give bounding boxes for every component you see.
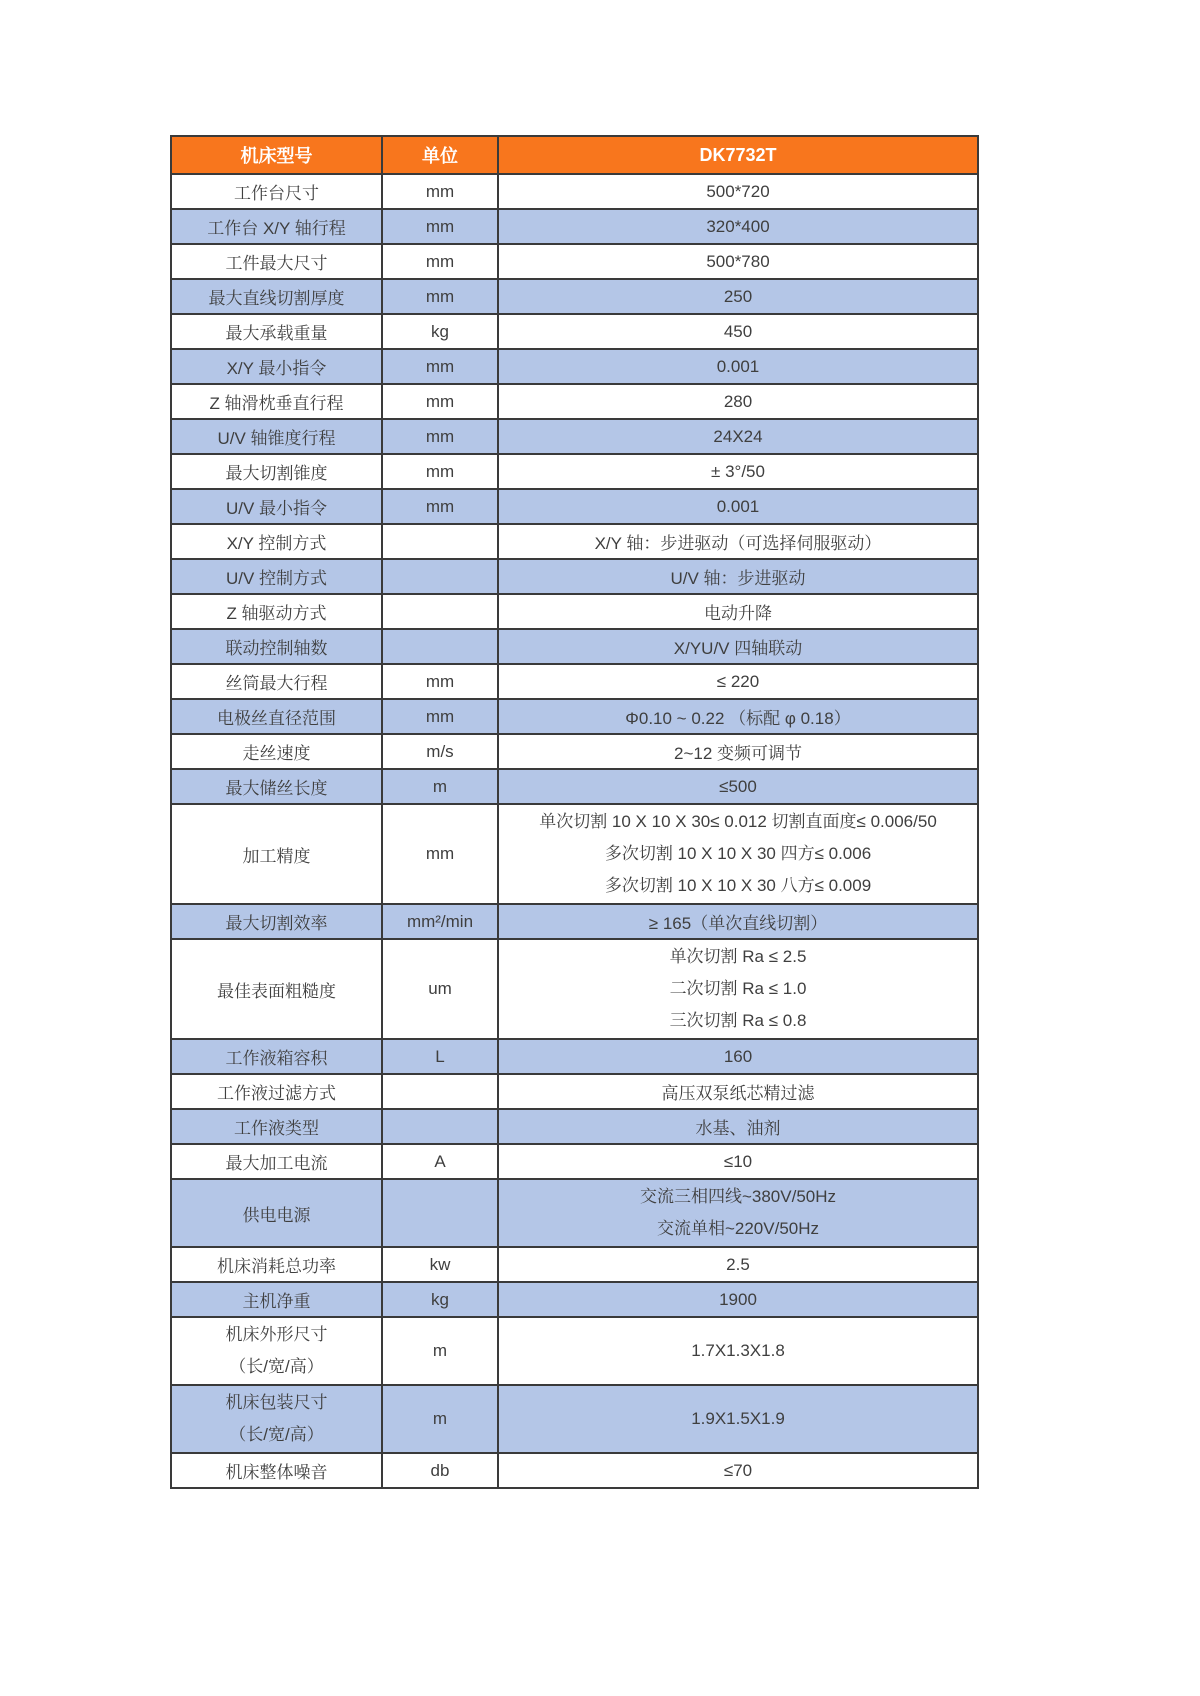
spec-name-cell: 走丝速度 (171, 734, 382, 769)
table-row (171, 594, 978, 629)
spec-table-body (171, 174, 978, 1488)
spec-name-cell: X/Y 控制方式 (171, 524, 382, 559)
table-row (171, 174, 978, 209)
spec-value-cell: 320*400 (498, 209, 978, 244)
table-row (171, 1282, 978, 1317)
spec-value-cell: ≤500 (498, 769, 978, 804)
spec-unit-cell (382, 524, 498, 559)
table-row (171, 1453, 978, 1488)
spec-unit-cell: db (382, 1453, 498, 1488)
spec-name-cell (171, 1385, 382, 1453)
spec-name-cell: 最大切割锥度 (171, 454, 382, 489)
header-model-value: DK7732T (498, 136, 978, 174)
spec-name-cell: 电极丝直径范围 (171, 699, 382, 734)
spec-name-cell: 工件最大尺寸 (171, 244, 382, 279)
table-row (171, 559, 978, 594)
spec-unit-cell: m (382, 1385, 498, 1453)
spec-unit-cell: mm²/min (382, 904, 498, 939)
spec-unit-cell: mm (382, 349, 498, 384)
spec-value-cell (498, 939, 978, 1039)
spec-name-cell: 工作液箱容积 (171, 1039, 382, 1074)
table-row (171, 939, 978, 1039)
spec-name-cell: 工作台 X/Y 轴行程 (171, 209, 382, 244)
table-row (171, 209, 978, 244)
cell-line: 单次切割 Ra ≤ 2.5 (669, 947, 807, 966)
spec-unit-cell: mm (382, 244, 498, 279)
spec-name-cell: 工作液过滤方式 (171, 1074, 382, 1109)
header-row (171, 136, 978, 174)
spec-name-cell: 最大直线切割厚度 (171, 279, 382, 314)
header-model-label: 机床型号 (171, 136, 382, 174)
cell-line: 机床包装尺寸 (225, 1393, 328, 1412)
spec-unit-cell: mm (382, 804, 498, 904)
spec-unit-cell: kw (382, 1247, 498, 1282)
spec-value-cell: U/V 轴：步进驱动 (498, 559, 978, 594)
spec-value-cell: 280 (498, 384, 978, 419)
spec-name-cell: U/V 控制方式 (171, 559, 382, 594)
table-row (171, 1039, 978, 1074)
table-row (171, 314, 978, 349)
spec-unit-cell: mm (382, 489, 498, 524)
cell-line: 单次切割 10 X 10 X 30≤ 0.012 切割直面度≤ 0.006/50 (539, 812, 937, 831)
spec-unit-cell (382, 594, 498, 629)
spec-unit-cell (382, 629, 498, 664)
spec-unit-cell: mm (382, 279, 498, 314)
cell-line: 机床外形尺寸 (225, 1325, 328, 1344)
spec-value-cell: 1.7X1.3X1.8 (498, 1317, 978, 1385)
table-row (171, 1385, 978, 1453)
spec-value-cell: ≤10 (498, 1144, 978, 1179)
spec-value-cell: 高压双泵纸芯精过滤 (498, 1074, 978, 1109)
spec-name-cell: 工作台尺寸 (171, 174, 382, 209)
table-row (171, 524, 978, 559)
table-row (171, 1074, 978, 1109)
table-row (171, 1179, 978, 1247)
spec-value-cell: X/Y 轴：步进驱动（可选择伺服驱动） (498, 524, 978, 559)
spec-value-cell: 160 (498, 1039, 978, 1074)
spec-name-cell: 丝筒最大行程 (171, 664, 382, 699)
spec-value-cell: ≤ 220 (498, 664, 978, 699)
spec-value-cell (498, 804, 978, 904)
table-row (171, 1109, 978, 1144)
table-row (171, 349, 978, 384)
table-row (171, 804, 978, 904)
spec-unit-cell (382, 1109, 498, 1144)
spec-name-cell: Z 轴滑枕垂直行程 (171, 384, 382, 419)
spec-unit-cell: mm (382, 384, 498, 419)
spec-unit-cell: m/s (382, 734, 498, 769)
spec-value-cell: 500*720 (498, 174, 978, 209)
spec-value-cell: ≥ 165（单次直线切割） (498, 904, 978, 939)
spec-name-cell: 联动控制轴数 (171, 629, 382, 664)
spec-unit-cell: A (382, 1144, 498, 1179)
spec-name-cell: 加工精度 (171, 804, 382, 904)
spec-value-cell: 0.001 (498, 489, 978, 524)
spec-value-cell: 电动升降 (498, 594, 978, 629)
spec-name-cell: 主机净重 (171, 1282, 382, 1317)
spec-unit-cell: kg (382, 314, 498, 349)
spec-value-cell: 1.9X1.5X1.9 (498, 1385, 978, 1453)
table-row (171, 489, 978, 524)
table-row (171, 699, 978, 734)
table-row (171, 1144, 978, 1179)
spec-unit-cell (382, 559, 498, 594)
table-row (171, 629, 978, 664)
spec-name-cell: X/Y 最小指令 (171, 349, 382, 384)
spec-value-cell: 450 (498, 314, 978, 349)
table-row (171, 419, 978, 454)
spec-name-cell: U/V 最小指令 (171, 489, 382, 524)
spec-unit-cell: mm (382, 699, 498, 734)
table-row (171, 769, 978, 804)
spec-table-head (171, 136, 978, 174)
header-unit-label: 单位 (382, 136, 498, 174)
cell-line: 交流三相四线~380V/50Hz (639, 1187, 837, 1206)
spec-name-cell: 最大切割效率 (171, 904, 382, 939)
cell-line: （长/宽/高） (229, 1425, 324, 1444)
spec-value-cell: Φ0.10 ~ 0.22 （标配 φ 0.18） (498, 699, 978, 734)
cell-line: 三次切割 Ra ≤ 0.8 (669, 1011, 807, 1030)
spec-unit-cell: mm (382, 174, 498, 209)
table-row (171, 904, 978, 939)
table-row (171, 279, 978, 314)
spec-name-cell: 最佳表面粗糙度 (171, 939, 382, 1039)
table-row (171, 384, 978, 419)
spec-value-cell: 1900 (498, 1282, 978, 1317)
spec-value-cell (498, 1179, 978, 1247)
spec-value-cell: 500*780 (498, 244, 978, 279)
spec-unit-cell: mm (382, 209, 498, 244)
spec-name-cell: 最大加工电流 (171, 1144, 382, 1179)
spec-name-cell: 最大储丝长度 (171, 769, 382, 804)
spec-unit-cell (382, 1179, 498, 1247)
spec-unit-cell: m (382, 1317, 498, 1385)
spec-unit-cell: um (382, 939, 498, 1039)
spec-unit-cell: mm (382, 454, 498, 489)
spec-name-cell: 供电电源 (171, 1179, 382, 1247)
spec-value-cell: ± 3°/50 (498, 454, 978, 489)
spec-name-cell (171, 1317, 382, 1385)
cell-line: 多次切割 10 X 10 X 30 四方≤ 0.006 (604, 844, 872, 863)
spec-value-cell: 0.001 (498, 349, 978, 384)
spec-name-cell: U/V 轴锥度行程 (171, 419, 382, 454)
table-row (171, 1247, 978, 1282)
spec-unit-cell (382, 1074, 498, 1109)
spec-unit-cell: kg (382, 1282, 498, 1317)
table-row (171, 664, 978, 699)
spec-unit-cell: m (382, 769, 498, 804)
spec-value-cell: 250 (498, 279, 978, 314)
spec-name-cell: 机床消耗总功率 (171, 1247, 382, 1282)
spec-unit-cell: mm (382, 664, 498, 699)
cell-line: 多次切割 10 X 10 X 30 八方≤ 0.009 (604, 876, 872, 895)
cell-line: （长/宽/高） (229, 1357, 324, 1376)
spec-name-cell: Z 轴驱动方式 (171, 594, 382, 629)
spec-value-cell: 水基、油剂 (498, 1109, 978, 1144)
spec-value-cell: 2.5 (498, 1247, 978, 1282)
cell-line: 交流单相~220V/50Hz (656, 1219, 820, 1238)
spec-value-cell: 24X24 (498, 419, 978, 454)
spec-value-cell: X/YU/V 四轴联动 (498, 629, 978, 664)
spec-unit-cell: mm (382, 419, 498, 454)
table-row (171, 1317, 978, 1385)
table-row (171, 734, 978, 769)
spec-value-cell: 2~12 变频可调节 (498, 734, 978, 769)
machine-spec-table (170, 135, 979, 1489)
spec-name-cell: 机床整体噪音 (171, 1453, 382, 1488)
spec-name-cell: 工作液类型 (171, 1109, 382, 1144)
table-row (171, 454, 978, 489)
table-row (171, 244, 978, 279)
spec-name-cell: 最大承载重量 (171, 314, 382, 349)
spec-value-cell: ≤70 (498, 1453, 978, 1488)
spec-unit-cell: L (382, 1039, 498, 1074)
cell-line: 二次切割 Ra ≤ 1.0 (669, 979, 807, 998)
